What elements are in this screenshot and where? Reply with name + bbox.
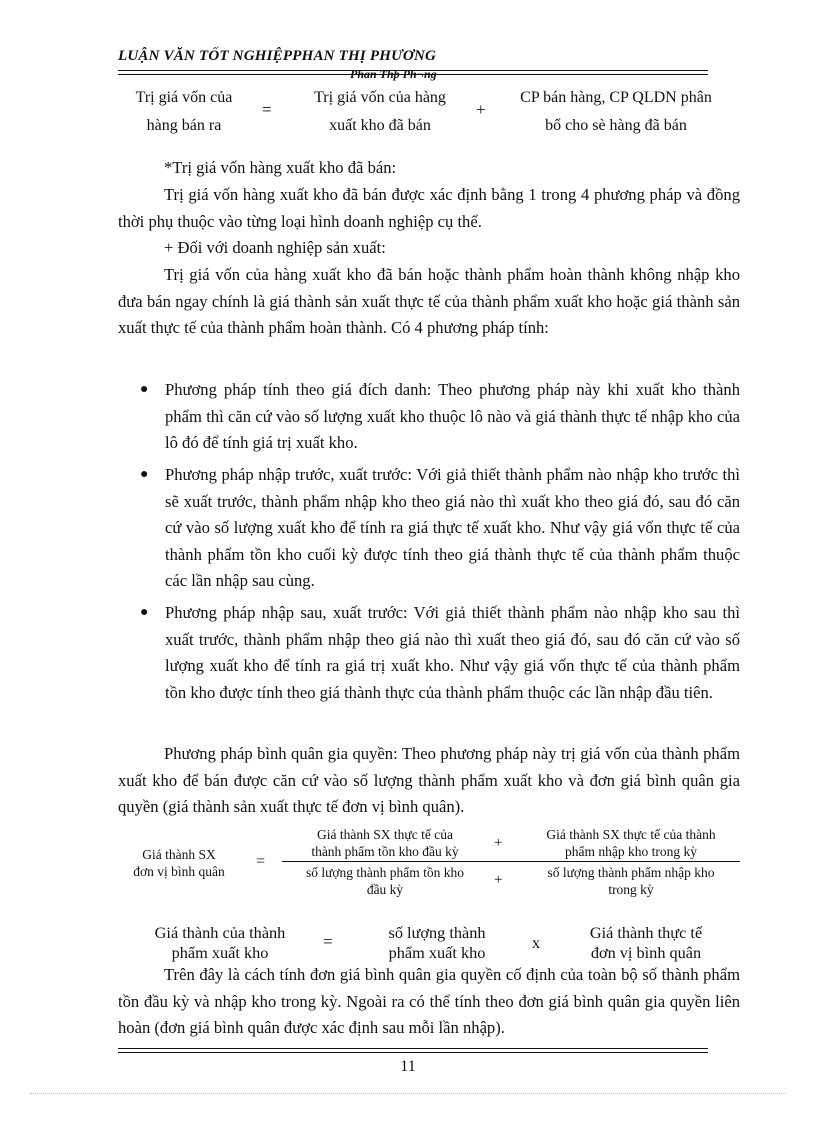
formula1-lhs-line1: Trị giá vốn của (135, 89, 233, 106)
page-bottom-dotted-line (30, 1093, 786, 1094)
bullet-dot-3: ● (140, 605, 149, 620)
formula1-plus: + (476, 100, 486, 119)
formula3-lhs (135, 923, 305, 963)
formula3-lhs-line1: Giá thành của thành (154, 923, 286, 942)
formula1-term2 (496, 84, 736, 140)
formula3-term2-line1: Giá thành thực tế (589, 923, 703, 942)
formula3-times: x (532, 933, 541, 952)
formula2-numerator-term1 (282, 826, 488, 860)
footer-rule-top (118, 1048, 708, 1049)
formula2-num2-line1: Giá thành SX thực tế của thành (546, 827, 716, 842)
bullet-dot-1: ● (140, 382, 149, 397)
formula1-term2-line1: CP bán hàng, CP QLDN phân (520, 89, 712, 106)
formula3-term1 (362, 923, 512, 963)
formula1-lhs (110, 84, 258, 140)
bullet-item-1: Phương pháp tính theo giá đích danh: Theo phương pháp này khi xuất kho thành phẩm thì căn cứ vào số lượng xuất kho thuộc lô nào và giá thành thực tế nhập kho của lô đó để tính giá trị xuất kho. (165, 380, 740, 453)
header-subtitle: Phan Thþ Ph¬ng (350, 67, 437, 81)
formula3-equals: = (323, 932, 333, 951)
heading-gia-von: *Trị giá vốn hàng xuất kho đã bán: (164, 158, 397, 177)
formula2-denominator-term1 (282, 864, 488, 898)
formula2-den2-line1: số lượng thành phẩm nhập kho (547, 865, 715, 880)
formula2-numerator-term2 (520, 826, 742, 860)
formula2-den1-line1: số lượng thành phẩm tồn kho (305, 865, 465, 880)
paragraph-1: Trị giá vốn hàng xuất kho đã bán được xác định bằng 1 trong 4 phương pháp và đồng thời phụ thuộc vào từng loại hình doanh nghiệp cụ thể. (118, 185, 740, 231)
bullet-item-3: Phương pháp nhập sau, xuất trước: Với giả thiết thành phẩm nào nhập kho sau thì xuất trước, thành phẩm nhập theo giá nào thì xuất theo giá đó, sau đó căn cứ vào số lượng xuất kho để tính ra giá trị xuất kho. Như vậy giá vốn thực tế của thành phẩm tồn kho được tính theo giá thành thực của thành phẩm thuộc các lần nhập đầu tiên. (165, 603, 740, 702)
formula2-den2-line2: trong kỳ (608, 882, 654, 897)
formula2-denominator-plus: + (494, 872, 503, 888)
formula2-num1-line2: thành phẩm tồn kho đầu kỳ (311, 844, 459, 859)
formula1-term1-line1: Trị giá vốn của hàng (314, 89, 446, 106)
formula1-term1 (288, 84, 472, 140)
formula3-term2-line2: đơn vị bình quân (590, 943, 702, 962)
paragraph-2: Trị giá vốn của hàng xuất kho đã bán hoặc thành phẩm hoàn thành không nhập kho đưa bán ngay chính là giá thành sản xuất thực tế của thành phẩm xuất kho hoặc giá thành sản xuất thực tế của thành phẩm hoàn thành. Có 4 phương pháp tính: (118, 265, 740, 338)
formula2-num2-line2: phẩm nhập kho trong kỳ (565, 844, 697, 859)
header-rule-bottom (118, 74, 708, 75)
formula2-num1-line1: Giá thành SX thực tế của (317, 827, 453, 842)
header-rule-top (118, 70, 708, 71)
formula1-term1-line2: xuất kho đã bán (329, 117, 431, 134)
formula2-lhs (108, 846, 250, 880)
heading-doanh-nghiep-san-xuat: + Đối với doanh nghiệp sản xuất: (164, 238, 386, 257)
formula2-den1-line2: đầu kỳ (366, 882, 404, 897)
formula2-fraction-line (282, 861, 740, 862)
paragraph-3: Phương pháp bình quân gia quyền: Theo phương pháp này trị giá vốn của thành phẩm xuất kho để bán được căn cứ vào số lượng thành phẩm xuất kho và đơn giá bình quân gia quyền (giá thành sản xuất thực tế đơn vị bình quân). (118, 744, 740, 817)
formula3-term1-line2: phẩm xuất kho (388, 943, 486, 962)
formula1-equals: = (262, 100, 272, 119)
bullet-item-2: Phương pháp nhập trước, xuất trước: Với giả thiết thành phẩm nào nhập kho trước thì sẽ xuất trước, thành phẩm nhập kho theo giá nào thì xuất kho theo giá đó, sau đó căn cứ vào số lượng xuất kho để tính ra giá thực tế xuất kho. Như vậy giá vốn thực tế của thành phẩm tồn kho cuối kỳ được tính theo giá thành thực tế của thành phẩm thuộc các lần nhập sau cùng. (165, 465, 740, 591)
paragraph-4: Trên đây là cách tính đơn giá bình quân gia quyền cố định của toàn bộ số thành phẩm tồn đầu kỳ và nhập kho trong kỳ. Ngoài ra có thể tính theo đơn giá bình quân gia quyền liên hoàn (đơn giá bình quân được xác định sau mỗi lần nhập). (118, 965, 740, 1038)
formula1-term2-line2: bổ cho sè hàng đã bán (545, 117, 687, 134)
footer-rule-bottom (118, 1052, 708, 1053)
formula2-equals: = (256, 853, 266, 870)
formula2-lhs-line2: đơn vị bình quân (133, 864, 225, 879)
formula3-term1-line1: số lượng thành (388, 923, 486, 942)
bullet-dot-2: ● (140, 467, 149, 482)
page-number: 11 (400, 1058, 416, 1075)
formula3-lhs-line2: phẩm xuất kho (171, 943, 269, 962)
formula2-lhs-line1: Giá thành SX (142, 847, 216, 862)
formula1-lhs-line2: hàng bán ra (146, 117, 222, 134)
formula2-denominator-term2 (520, 864, 742, 898)
header-title: LUẬN VĂN TỐT NGHIỆPPHAN THỊ PHƯƠNG (118, 48, 437, 64)
formula3-term2 (562, 923, 730, 963)
formula2-numerator-plus: + (494, 835, 503, 851)
